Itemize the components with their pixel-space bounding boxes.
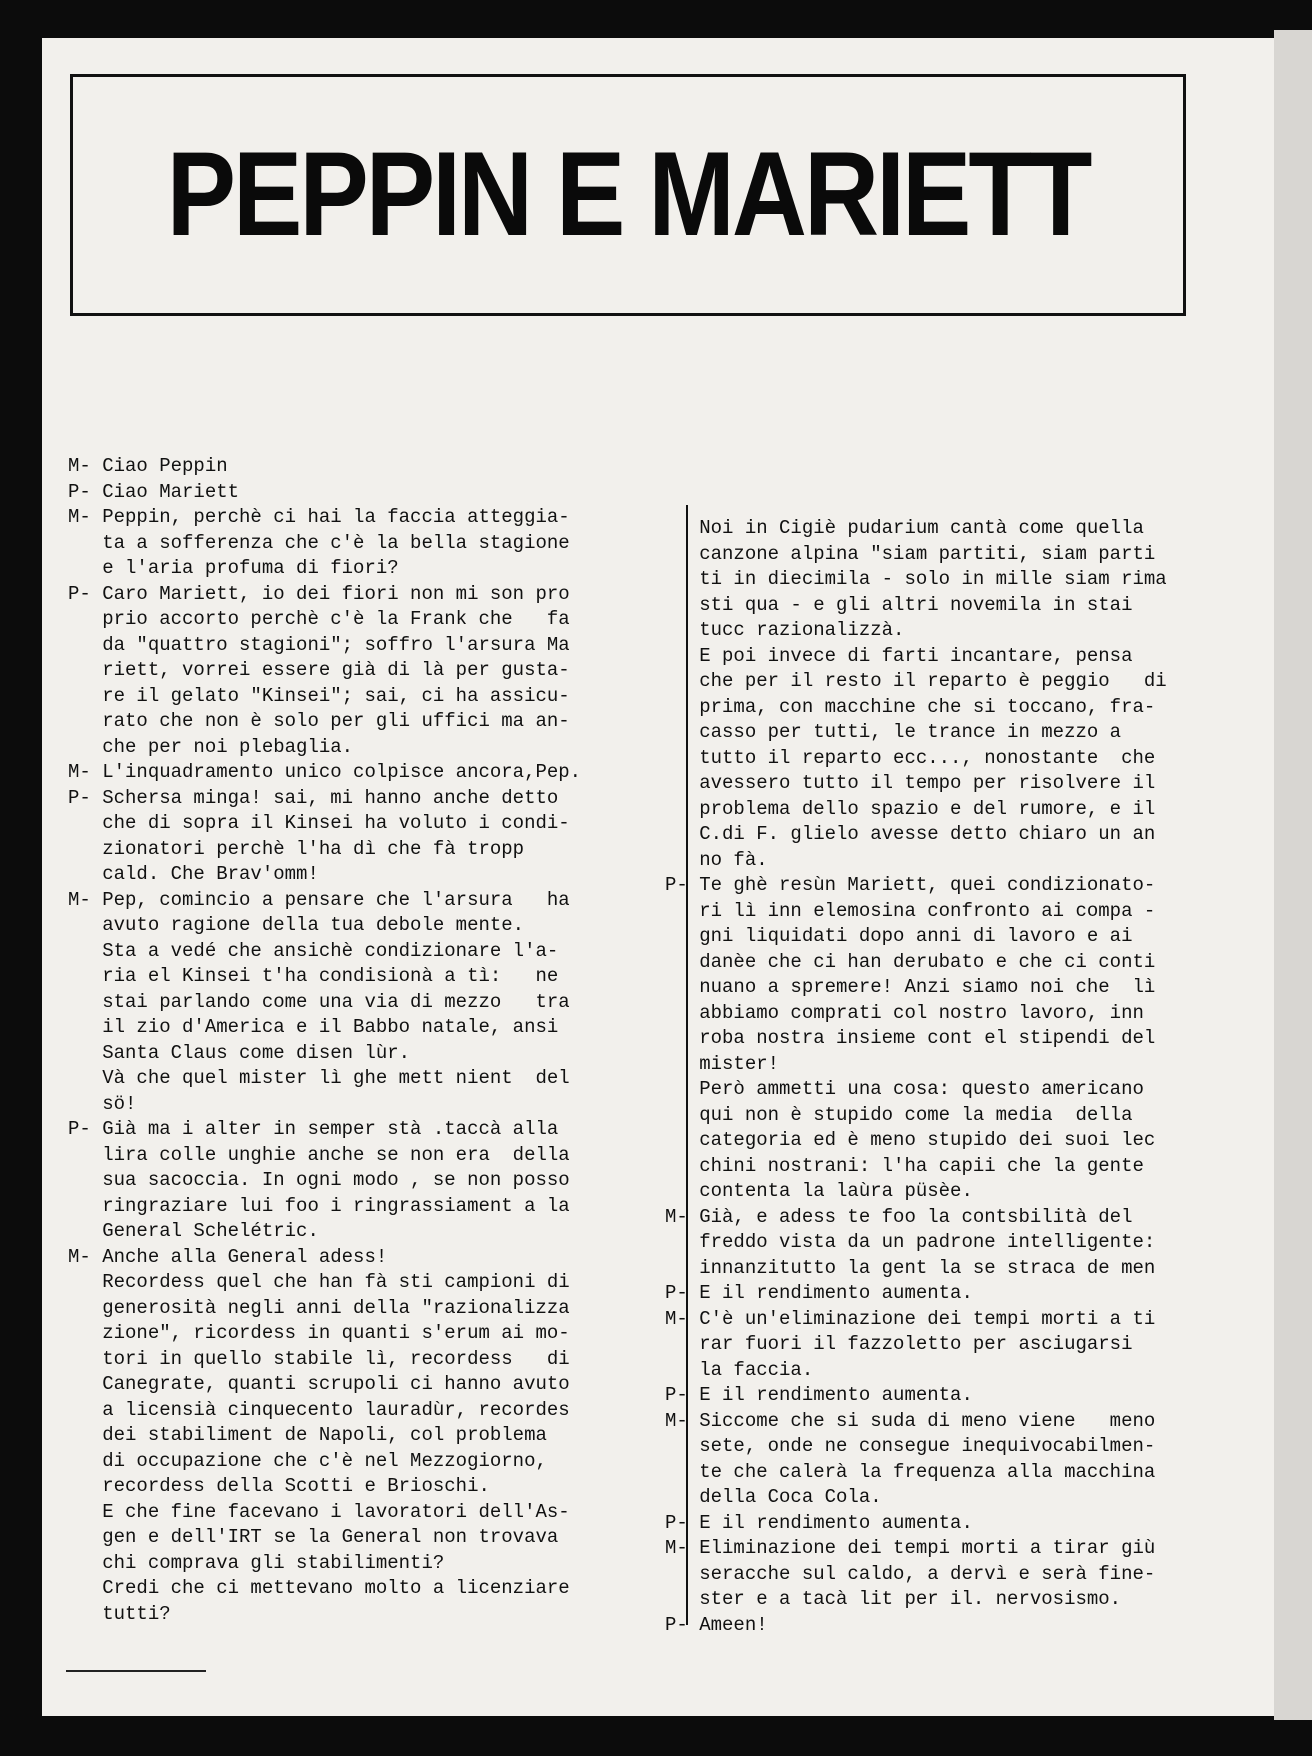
text-line: E che fine facevano i lavoratori dell'As- — [68, 1500, 570, 1523]
text-line: Sta a vedé che ansichè condizionare l'a- — [68, 939, 559, 962]
text-line: sö! — [68, 1092, 137, 1115]
text-line: avessero tutto il tempo per risolvere il — [665, 772, 1156, 794]
text-line: il zio d'America e il Babbo natale, ansi — [68, 1016, 559, 1038]
text-line: mister! — [665, 1052, 780, 1075]
text-line: dei stabiliment de Napoli, col problema — [68, 1424, 547, 1446]
text-line: abbiamo comprati col nostro lavoro, inn — [665, 1001, 1144, 1024]
text-line: P- E il rendimento aumenta. — [665, 1384, 973, 1406]
text-line: recordess della Scotti e Brioschi. — [68, 1475, 490, 1497]
text-line: P- E il rendimento aumenta. — [665, 1511, 973, 1534]
text-line: zionatori perchè l'ha dì che fà tropp — [68, 837, 525, 860]
text-line: Credi che ci mettevano molto a licenziare — [68, 1577, 570, 1599]
text-line: ringraziare lui foo i ringrassiament a la — [68, 1194, 570, 1217]
text-line: sua sacoccia. In ogni modo , se non posso — [68, 1169, 570, 1191]
text-line: che di sopra il Kinsei ha voluto i condi- — [68, 812, 570, 834]
text-line: tori in quello stabile lì, recordess di — [68, 1347, 570, 1370]
text-line: gni liquidati dopo anni di lavoro e ai — [665, 925, 1133, 947]
text-line: General Schelétric. — [68, 1220, 319, 1242]
text-line: riett, vorrei essere già di là per gusta- — [68, 659, 570, 681]
text-line: casso per tutti, le trance in mezzo a — [665, 721, 1122, 743]
text-line: M- C'è un'eliminazione dei tempi morti a ti — [665, 1307, 1156, 1330]
text-line: da "quattro stagioni"; soffro l'arsura Ma — [68, 633, 570, 656]
text-line: tucc razionalizzà. — [665, 619, 905, 641]
text-line: che per noi plebaglia. — [68, 735, 354, 758]
text-line: freddo vista da un padrone intelligente: — [665, 1231, 1156, 1253]
text-line: Và che quel mister lì ghe mett nient del — [68, 1067, 570, 1089]
text-line: chini nostrani: l'ha capii che la gente — [665, 1154, 1144, 1177]
text-line: tutto il reparto ecc..., nonostante che — [665, 746, 1156, 769]
adjacent-page-edge — [1274, 30, 1312, 1720]
page-title: PEPPIN E MARIETT — [166, 127, 1090, 262]
text-line: M- Ciao Peppin — [68, 455, 228, 477]
text-line: E poi invece di farti incantare, pensa — [665, 644, 1133, 667]
text-line: Però ammetti una cosa: questo americano — [665, 1078, 1144, 1100]
text-line: canzone alpina "siam partiti, siam parti — [665, 542, 1156, 565]
text-line: rato che non è solo per gli uffici ma an- — [68, 710, 570, 732]
text-line: tutti? — [68, 1602, 171, 1625]
text-line: no fà. — [665, 848, 768, 871]
text-line: P- Ameen! — [665, 1613, 768, 1636]
text-line: te che calerà la frequenza alla macchina — [665, 1460, 1156, 1483]
text-line: la faccia. — [665, 1358, 814, 1381]
text-line: generosità negli anni della "razionalizza — [68, 1296, 570, 1319]
text-line: P- Schersa minga! sai, mi hanno anche detto — [68, 786, 559, 809]
text-line: re il gelato "Kinsei"; sai, ci ha assicu- — [68, 684, 570, 707]
text-line: sti qua - e gli altri novemila in stai — [665, 593, 1133, 616]
text-line: di occupazione che c'è nel Mezzogiorno, — [68, 1449, 547, 1472]
text-line: cald. Che Brav'omm! — [68, 863, 319, 885]
text-line: M- Peppin, perchè ci hai la faccia atteggia- — [68, 506, 570, 528]
text-line: che per il resto il reparto è peggio di — [665, 670, 1167, 692]
text-line: rar fuori il fazzoletto per asciugarsi — [665, 1333, 1133, 1355]
text-line: P- Ciao Mariett — [68, 480, 240, 503]
text-line: Recordess quel che han fà sti campioni di — [68, 1271, 570, 1293]
text-line: M- Pep, comincio a pensare che l'arsura ha — [68, 888, 570, 911]
text-line: ta a sofferenza che c'è la bella stagione — [68, 531, 570, 554]
text-line: categoria ed è meno stupido dei suoi lec — [665, 1129, 1156, 1151]
text-line: ria el Kinsei t'ha condisionà a tì: ne — [68, 965, 559, 987]
text-line: prio accorto perchè c'è la Frank che fa — [68, 608, 570, 630]
text-line: Canegrate, quanti scrupoli ci hanno avuto — [68, 1373, 570, 1395]
text-line: C.di F. glielo avesse detto chiaro un an — [665, 823, 1156, 845]
text-line: contenta la laùra püsèe. — [665, 1180, 973, 1202]
text-line: danèe che ci han derubato e che ci conti — [665, 950, 1156, 973]
text-line: chi comprava gli stabilimenti? — [68, 1551, 445, 1574]
text-line: gen e dell'IRT se la General non trovava — [68, 1526, 559, 1548]
text-line: M- Siccome che si suda di meno viene meno — [665, 1409, 1156, 1432]
text-line: innanzitutto la gent la se straca de men — [665, 1256, 1156, 1279]
text-line: e l'aria profuma di fiori? — [68, 557, 399, 579]
text-line: stai parlando come una via di mezzo tra — [68, 990, 570, 1013]
text-line: P- Caro Mariett, io dei fiori non mi son pro — [68, 582, 570, 605]
title-box — [70, 74, 1186, 316]
bottom-rule — [66, 1670, 206, 1672]
text-line: M- Anche alla General adess! — [68, 1245, 388, 1268]
text-line: Santa Claus come disen lùr. — [68, 1041, 411, 1064]
text-line: nuano a spremere! Anzi siamo noi che lì — [665, 976, 1156, 998]
left-column — [68, 454, 678, 1627]
text-line: M- L'inquadramento unico colpisce ancora,Pep. — [68, 761, 582, 783]
text-line: M- Eliminazione dei tempi morti a tirar giù — [665, 1537, 1156, 1559]
text-line: Noi in Cigiè pudarium cantà come quella — [665, 517, 1144, 539]
text-line: roba nostra insieme cont el stipendi del — [665, 1027, 1156, 1049]
text-line: seracche sul caldo, a dervì e serà fine- — [665, 1562, 1156, 1585]
text-line: sete, onde ne consegue inequivocabilmen- — [665, 1435, 1156, 1457]
text-line: a licensià cinquecento lauradùr, recordes — [68, 1398, 570, 1421]
right-column — [665, 516, 1265, 1638]
text-line: ri lì inn elemosina confronto ai compa - — [665, 899, 1156, 922]
text-line: lira colle unghie anche se non era della — [68, 1143, 570, 1166]
text-line: avuto ragione della tua debole mente. — [68, 914, 525, 936]
text-line: problema dello spazio e del rumore, e il — [665, 797, 1156, 820]
text-line: zione", ricordess in quanti s'erum ai mo- — [68, 1322, 570, 1344]
text-line: prima, con macchine che si toccano, fra- — [665, 695, 1156, 718]
text-line: della Coca Cola. — [665, 1486, 882, 1508]
text-line: M- Già, e adess te foo la contsbilità del — [665, 1205, 1133, 1228]
text-line: qui non è stupido come la media della — [665, 1103, 1133, 1126]
text-line: ti in diecimila - solo in mille siam rima — [665, 568, 1167, 590]
text-line: P- Già ma i alter in semper stà .taccà alla — [68, 1118, 559, 1140]
text-line: P- E il rendimento aumenta. — [665, 1282, 973, 1304]
text-line: ster e a tacà lit per il. nervosismo. — [665, 1588, 1122, 1610]
text-line: P- Te ghè resùn Mariett, quei condizionato- — [665, 874, 1156, 896]
